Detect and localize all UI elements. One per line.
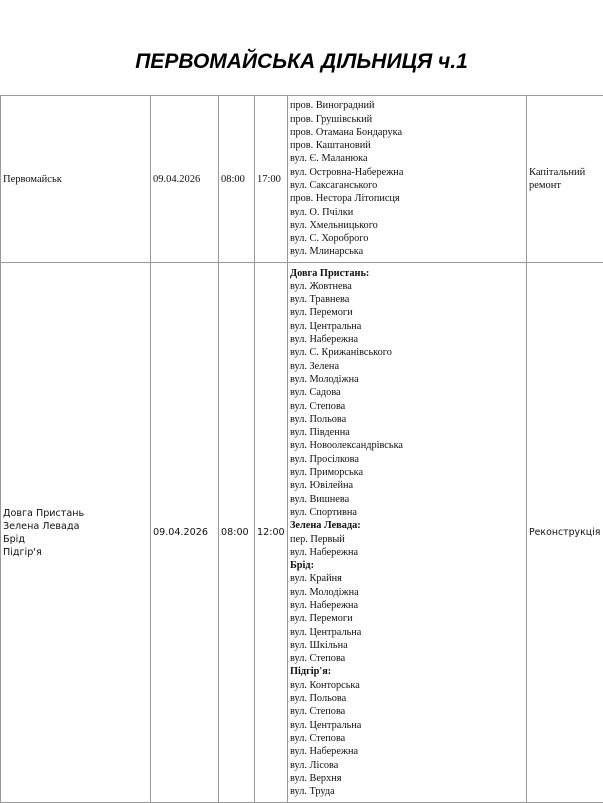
street-item: вул. С. Хороброго — [290, 232, 524, 245]
locality-group-heading: Підгір'я: — [290, 665, 524, 678]
street-item: вул. Новоолександрівська — [290, 439, 524, 452]
street-item: вул. Шкільна — [290, 639, 524, 652]
street-item: вул. Просілкова — [290, 453, 524, 466]
street-item: вул. Перемоги — [290, 306, 524, 319]
street-item: вул. Перемоги — [290, 612, 524, 625]
street-item: вул. Травнева — [290, 293, 524, 306]
street-item: пров. Виноградний — [290, 99, 524, 112]
street-item: вул. Центральна — [290, 626, 524, 639]
locality-name: Первомайськ — [3, 174, 148, 185]
locality-name: Довга Пристань — [3, 507, 148, 520]
street-item: вул. Хмельницького — [290, 219, 524, 232]
locality-group-heading: Довга Пристань: — [290, 267, 524, 280]
street-item: вул. Молодіжна — [290, 586, 524, 599]
street-item: вул. Степова — [290, 400, 524, 413]
time-to-cell: 17:00 — [255, 96, 288, 263]
street-item: вул. Набережна — [290, 546, 524, 559]
street-item: вул. Польова — [290, 413, 524, 426]
street-item: вул. Центральна — [290, 320, 524, 333]
street-item: вул. Центральна — [290, 719, 524, 732]
page-title: ПЕРВОМАЙСЬКА ДІЛЬНИЦЯ ч.1 — [0, 50, 603, 74]
street-item: вул. Південна — [290, 426, 524, 439]
street-item: вул. С. Крижанівського — [290, 346, 524, 359]
street-item: вул. Крайня — [290, 572, 524, 585]
street-item: вул. Приморська — [290, 466, 524, 479]
time-from-cell: 08:00 — [219, 96, 255, 263]
street-item: вул. Степова — [290, 652, 524, 665]
table-row — [1, 96, 603, 263]
time-to-cell: 12:00 — [255, 263, 288, 803]
street-item: вул. Ювілейна — [290, 479, 524, 492]
street-item: вул. Зелена — [290, 360, 524, 373]
street-item: вул. Млинарська — [290, 245, 524, 258]
street-item: вул. Набережна — [290, 333, 524, 346]
locality-name: Брід — [3, 533, 148, 546]
street-item: вул. Набережна — [290, 599, 524, 612]
street-item: вул. О. Пчілки — [290, 206, 524, 219]
street-item: пров. Каштановий — [290, 139, 524, 152]
locality-group-heading: Зелена Левада: — [290, 519, 524, 532]
streets-cell — [288, 263, 527, 803]
street-item: вул. Степова — [290, 732, 524, 745]
outage-schedule-table — [0, 95, 603, 803]
street-item: пров. Отамана Бондарука — [290, 126, 524, 139]
street-item: вул. Вишнева — [290, 493, 524, 506]
street-item: вул. Степова — [290, 705, 524, 718]
street-item: вул. Є. Маланюка — [290, 152, 524, 165]
street-item: вул. Верхня — [290, 772, 524, 785]
locality-group-heading: Брід: — [290, 559, 524, 572]
street-item: пров. Грушівський — [290, 113, 524, 126]
work-type-cell: Капітальний ремонт — [527, 96, 603, 263]
street-item: вул. Польова — [290, 692, 524, 705]
street-item: вул. Конторська — [290, 679, 524, 692]
street-item: вул. Набережна — [290, 745, 524, 758]
table-row — [1, 263, 603, 803]
street-item: пер. Первый — [290, 533, 524, 546]
streets-cell — [288, 96, 527, 263]
locality-name: Зелена Левада — [3, 520, 148, 533]
street-item: вул. Спортивна — [290, 506, 524, 519]
street-item: вул. Саксаганського — [290, 179, 524, 192]
street-item: вул. Лісова — [290, 759, 524, 772]
street-item: вул. Садова — [290, 386, 524, 399]
street-item: вул. Молодіжна — [290, 373, 524, 386]
locality-cell — [1, 96, 151, 263]
locality-cell — [1, 263, 151, 803]
time-from-cell: 08:00 — [219, 263, 255, 803]
street-item: пров. Нестора Літописця — [290, 192, 524, 205]
date-cell: 09.04.2026 — [151, 263, 219, 803]
locality-name: Підгір'я — [3, 546, 148, 559]
street-item: вул. Труда — [290, 785, 524, 798]
work-type-cell: Реконструкція — [527, 263, 603, 803]
street-item: вул. Островна-Набережна — [290, 166, 524, 179]
street-item: вул. Жовтнева — [290, 280, 524, 293]
date-cell: 09.04.2026 — [151, 96, 219, 263]
